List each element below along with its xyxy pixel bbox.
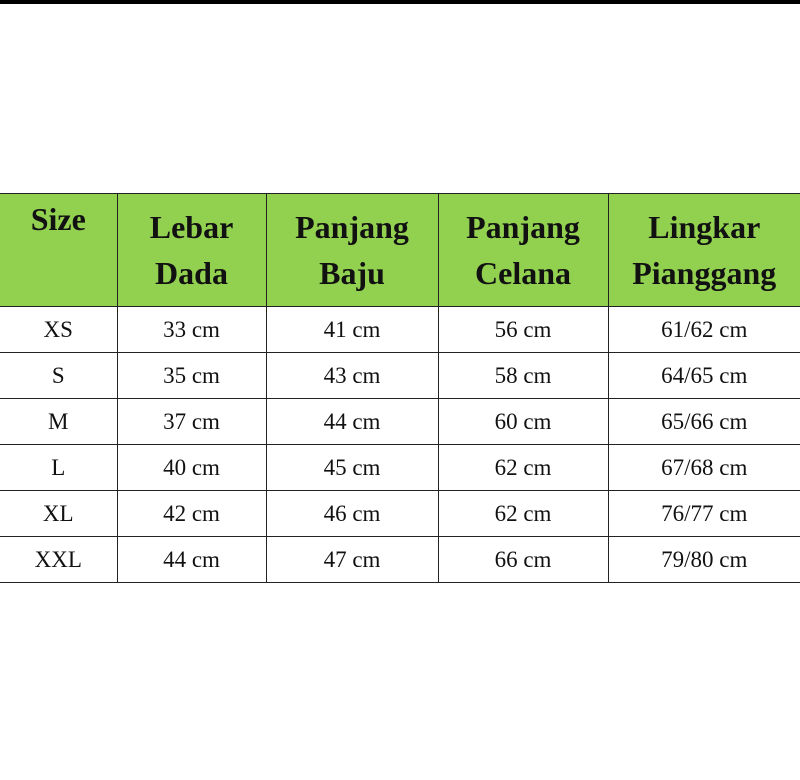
cell-panjang-baju: 46 cm bbox=[266, 491, 438, 537]
cell-lebar-dada: 35 cm bbox=[117, 353, 266, 399]
cell-lingkar-pinggang: 64/65 cm bbox=[608, 353, 800, 399]
cell-panjang-celana: 56 cm bbox=[438, 307, 608, 353]
cell-lebar-dada: 37 cm bbox=[117, 399, 266, 445]
table-row-l bbox=[0, 445, 800, 491]
cell-lingkar-pinggang: 65/66 cm bbox=[608, 399, 800, 445]
header-size: Size bbox=[0, 194, 117, 307]
cell-size: XS bbox=[0, 307, 117, 353]
cell-panjang-baju: 43 cm bbox=[266, 353, 438, 399]
header-lingkar-pinggang: Lingkar Pianggang bbox=[608, 194, 800, 307]
cell-lingkar-pinggang: 61/62 cm bbox=[608, 307, 800, 353]
cell-size: XXL bbox=[0, 537, 117, 583]
cell-size: S bbox=[0, 353, 117, 399]
cell-lebar-dada: 44 cm bbox=[117, 537, 266, 583]
header-panjang-baju: Panjang Baju bbox=[266, 194, 438, 307]
cell-panjang-baju: 41 cm bbox=[266, 307, 438, 353]
header-row bbox=[0, 194, 800, 307]
cell-size: L bbox=[0, 445, 117, 491]
cell-size: XL bbox=[0, 491, 117, 537]
cell-size: M bbox=[0, 399, 117, 445]
table-row-s bbox=[0, 353, 800, 399]
table-row-m bbox=[0, 399, 800, 445]
cell-lingkar-pinggang: 79/80 cm bbox=[608, 537, 800, 583]
size-chart-table bbox=[0, 193, 800, 583]
table-row-xs bbox=[0, 307, 800, 353]
cell-lebar-dada: 33 cm bbox=[117, 307, 266, 353]
cell-panjang-baju: 44 cm bbox=[266, 399, 438, 445]
cell-lebar-dada: 42 cm bbox=[117, 491, 266, 537]
cell-panjang-celana: 60 cm bbox=[438, 399, 608, 445]
header-panjang-celana: Panjang Celana bbox=[438, 194, 608, 307]
top-border bbox=[0, 0, 800, 4]
cell-lebar-dada: 40 cm bbox=[117, 445, 266, 491]
cell-panjang-celana: 58 cm bbox=[438, 353, 608, 399]
cell-lingkar-pinggang: 67/68 cm bbox=[608, 445, 800, 491]
cell-panjang-celana: 62 cm bbox=[438, 445, 608, 491]
cell-lingkar-pinggang: 76/77 cm bbox=[608, 491, 800, 537]
cell-panjang-celana: 62 cm bbox=[438, 491, 608, 537]
table-row-xl bbox=[0, 491, 800, 537]
cell-panjang-celana: 66 cm bbox=[438, 537, 608, 583]
cell-panjang-baju: 45 cm bbox=[266, 445, 438, 491]
table-row-xxl bbox=[0, 537, 800, 583]
header-lebar-dada: Lebar Dada bbox=[117, 194, 266, 307]
cell-panjang-baju: 47 cm bbox=[266, 537, 438, 583]
